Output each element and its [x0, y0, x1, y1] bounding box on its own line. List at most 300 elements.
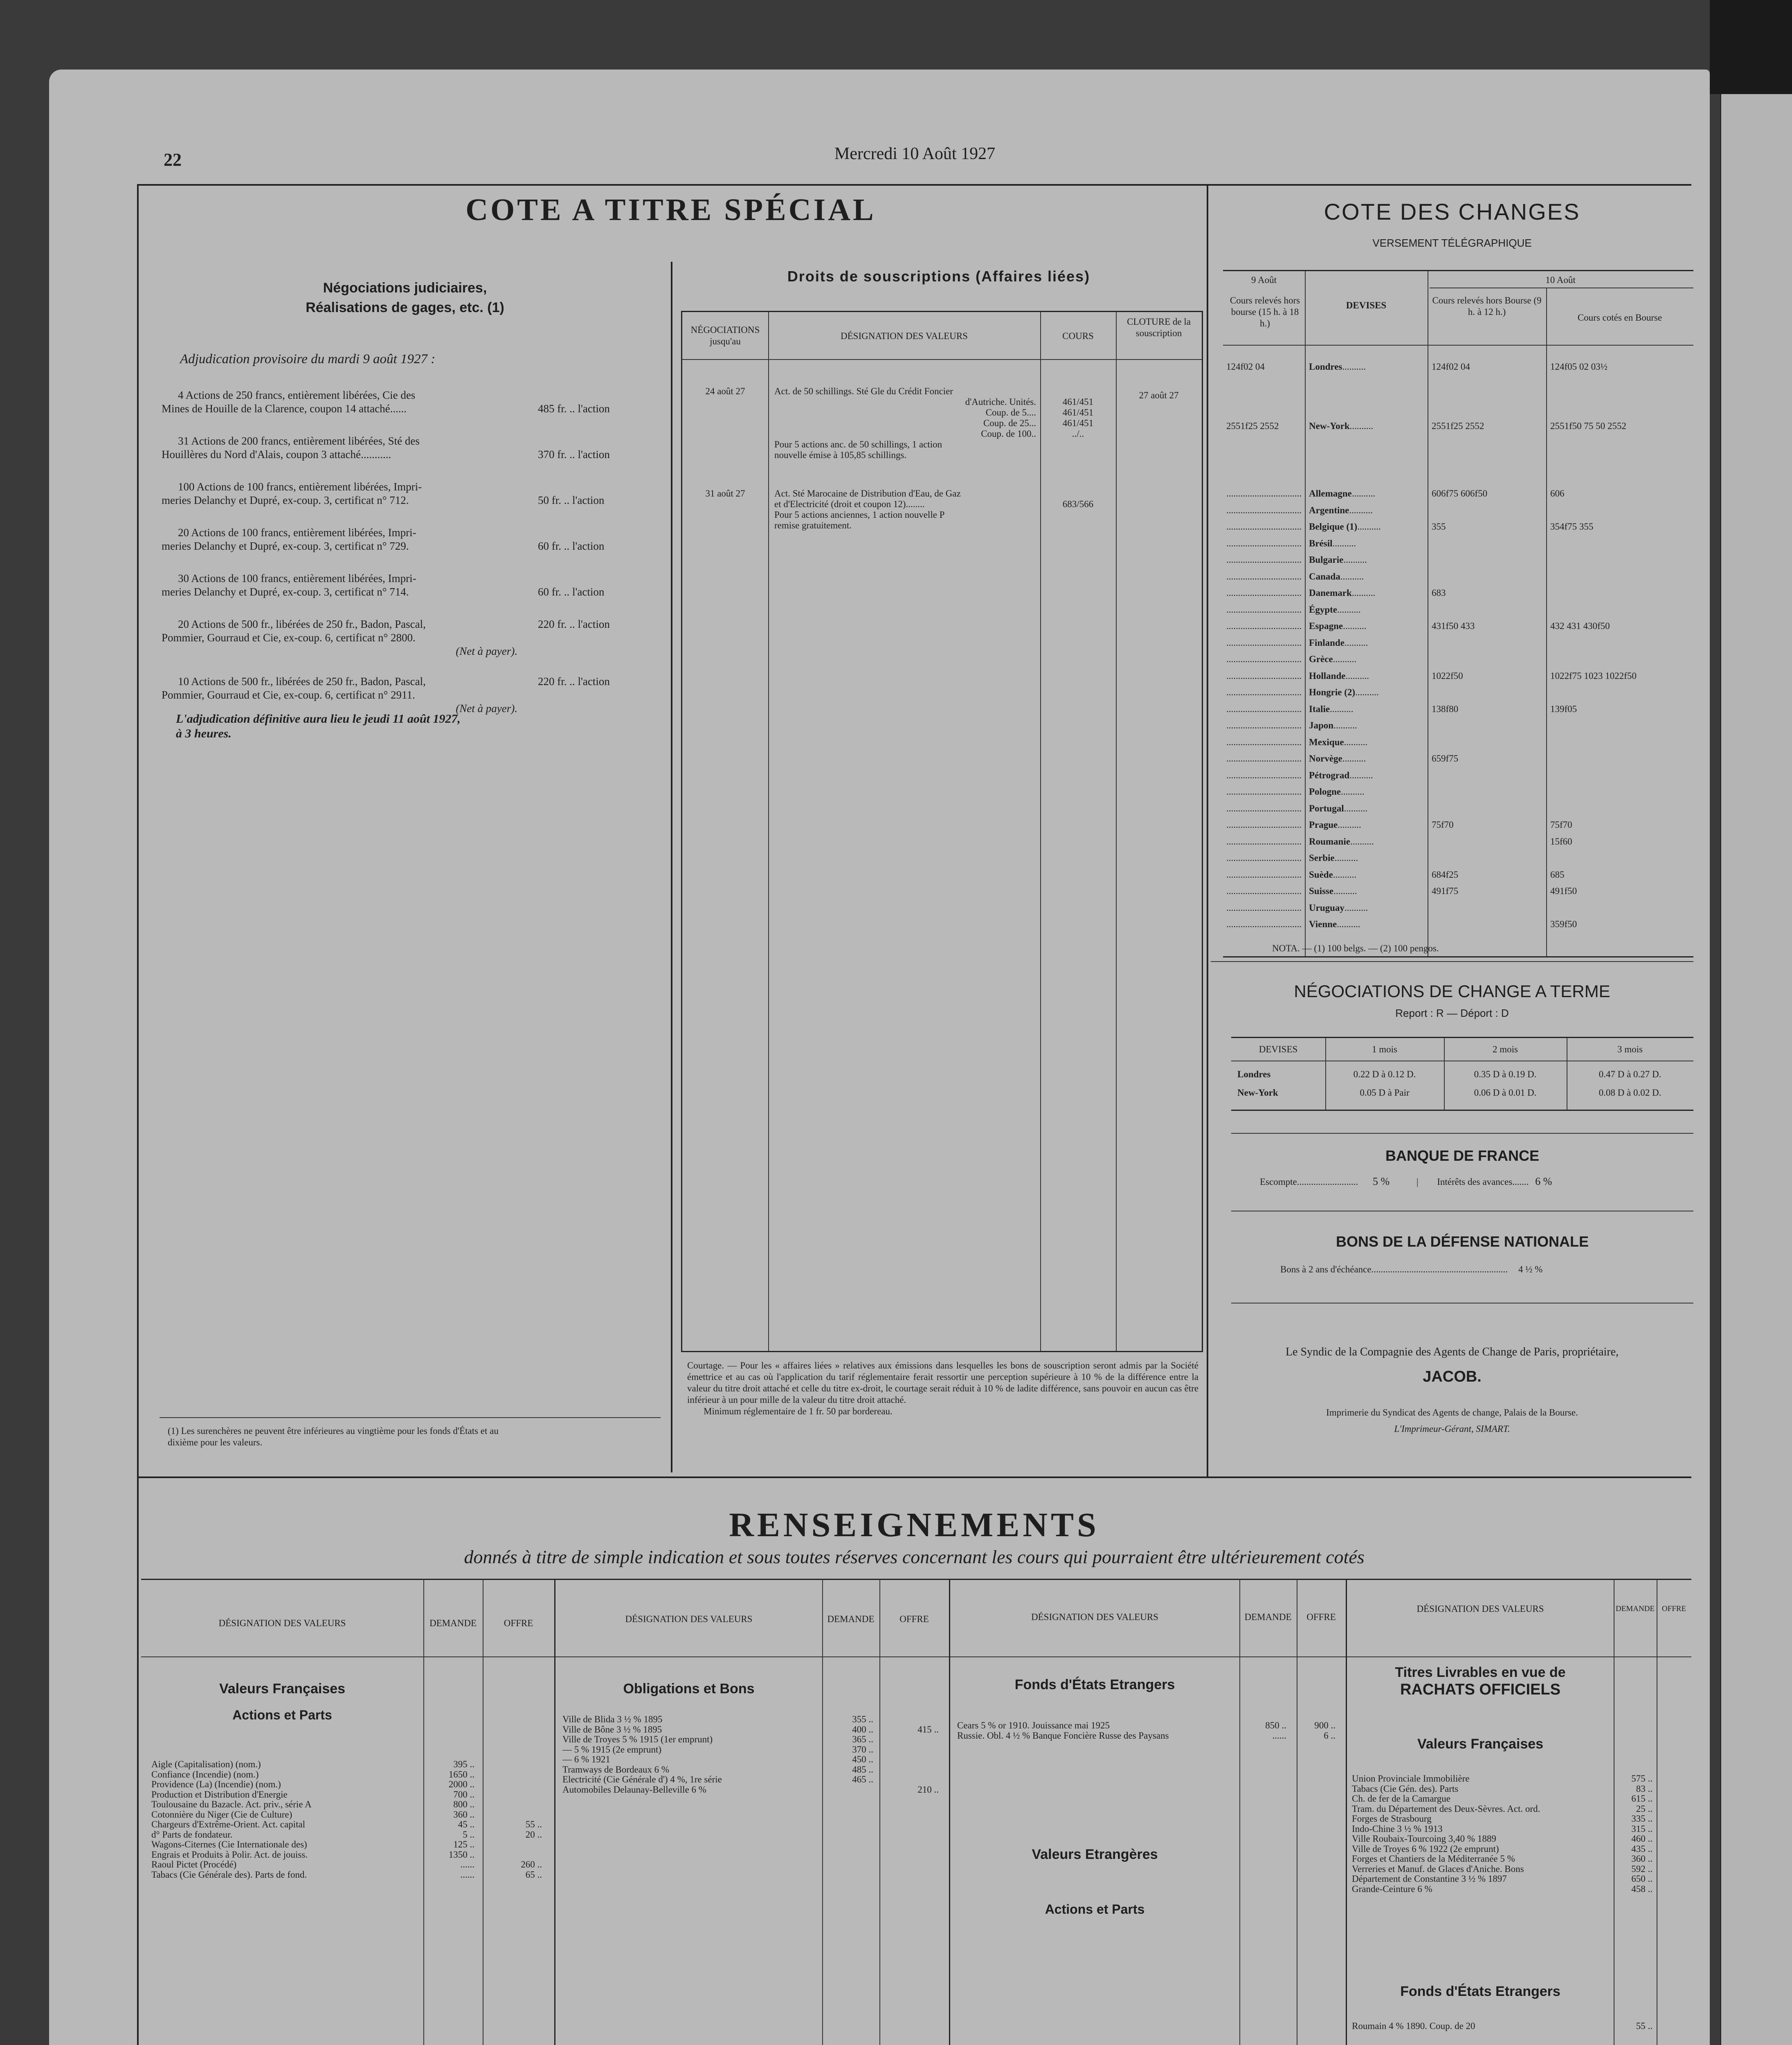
renseignement-name: Production et Distribution d'Energie [151, 1789, 288, 1800]
changes-devise-name: Grèce [1309, 654, 1333, 664]
changes-devise [1309, 737, 1426, 748]
renseignement-name: Cotonnière du Niger (Cie de Culture) [151, 1809, 292, 1820]
changes-devise [1309, 521, 1426, 533]
lot-price: 220 fr. .. l'action [538, 618, 610, 630]
changes-dots: ................................ [1226, 555, 1302, 565]
renseignement-name: Electricité (Cie Générale d') 4 %, 1re série [562, 1774, 722, 1784]
changes-devise-name: Suède [1309, 869, 1333, 880]
changes-date-left: 9 Août [1251, 275, 1277, 285]
changes-dots: ................................ [1226, 654, 1302, 664]
renseignements-title: RENSEIGNEMENTS [729, 1506, 1099, 1544]
droits-line: remise gratuitement. [774, 520, 852, 530]
terme-col-1m: 1 mois [1372, 1044, 1397, 1054]
renseignements-table [141, 1579, 1691, 2045]
renseignement-name: d° Parts de fondateur. [151, 1829, 233, 1840]
lot-price: 220 fr. .. l'action [538, 675, 610, 688]
lot-line: meries Delanchy et Dupré, ex-coup. 3, certificat n° 714. [162, 586, 409, 598]
r3-heading-2: Valeurs Etrangères [1032, 1847, 1158, 1862]
terme-title: NÉGOCIATIONS DE CHANGE A TERME [1294, 982, 1610, 1001]
renseignement-name: Raoul Pictet (Procédé) [151, 1859, 237, 1870]
changes-dots: ................................ [1226, 869, 1302, 880]
renseignement-demande: 850 .. [1265, 1720, 1286, 1730]
changes-devise-name: Hongrie (2) [1309, 687, 1356, 697]
changes-devise-name: Finlande [1309, 637, 1345, 648]
renseignement-demande: ...... [460, 1859, 474, 1870]
changes-morning: 2551f25 2552 [1432, 421, 1484, 431]
renseignement-name: Grande-Ceinture 6 % [1352, 1883, 1432, 1894]
terme-col-2m: 2 mois [1493, 1044, 1518, 1054]
changes-morning: 138f80 [1432, 703, 1459, 714]
definitive-line-1: L'adjudication définitive aura lieu le jeudi 11 août 1927, [176, 712, 461, 726]
adjacent-page [1720, 94, 1792, 2045]
changes-devise [1309, 803, 1426, 814]
renseignement-demande: 25 .. [1636, 1803, 1653, 1814]
terme-3m: 0.47 D à 0.27 D. [1599, 1069, 1662, 1079]
droits-line: nouvelle émise à 105,85 schillings. [774, 450, 907, 460]
changes-devise-dots: .......... [1330, 703, 1354, 714]
changes-dots: ................................ [1226, 571, 1302, 582]
terme-devise: New-York [1237, 1088, 1278, 1098]
changes-devise-dots: .......... [1344, 737, 1368, 747]
renseignement-demande: 650 .. [1631, 1874, 1653, 1884]
changes-dots: ................................ [1226, 753, 1302, 764]
changes-morning: 1022f50 [1432, 670, 1463, 681]
terme-col-3m: 3 mois [1617, 1044, 1643, 1054]
minimum-text: Minimum réglementaire de 1 fr. 50 par bordereau. [704, 1406, 893, 1416]
avances-label: Intérêts des avances [1437, 1177, 1513, 1187]
changes-devise-dots: .......... [1338, 820, 1361, 830]
renseignement-name: Tramways de Bordeaux 6 % [562, 1764, 670, 1775]
changes-devise [1309, 770, 1426, 781]
changes-devise [1309, 703, 1426, 715]
changes-devise-dots: .......... [1342, 753, 1366, 764]
renseignement-offre: 415 .. [917, 1724, 939, 1735]
r3-col-design: DÉSIGNATION DES VALEURS [1031, 1612, 1158, 1622]
changes-dots: ................................ [1226, 820, 1302, 830]
changes-devise-name: Norvège [1309, 753, 1342, 764]
renseignement-name: Département de Constantine 3 ½ % 1897 [1352, 1874, 1507, 1884]
changes-morning: 75f70 [1432, 820, 1454, 830]
changes-devise [1309, 637, 1426, 649]
lot-line: Pommier, Gourraud et Cie, ex-coup. 6, certificat n° 2800. [162, 631, 416, 644]
changes-devise-name: New-York [1309, 421, 1350, 431]
definitive-line-2: à 3 heures. [176, 727, 232, 740]
center-rule [1207, 184, 1208, 1476]
r4-heading-1: Valeurs Françaises [1417, 1736, 1544, 1752]
droits-line: Pour 5 actions anciennes, 1 action nouvelle P [774, 510, 945, 520]
changes-devise-dots: .......... [1340, 571, 1364, 582]
avances-value: 6 % [1535, 1175, 1552, 1187]
changes-devise [1309, 620, 1426, 632]
terme-3m: 0.08 D à 0.02 D. [1599, 1088, 1662, 1098]
droits-col-cours: COURS [1062, 331, 1094, 341]
changes-devise-dots: .......... [1342, 362, 1366, 372]
renseignement-demande: 45 .. [458, 1819, 474, 1829]
renseignement-demande: 355 .. [852, 1714, 873, 1724]
terme-devise: Londres [1237, 1069, 1271, 1079]
changes-bourse: 15f60 [1550, 836, 1572, 847]
renseignement-offre: 6 .. [1324, 1730, 1336, 1741]
droits-cours: 461/451 [1062, 407, 1094, 418]
page-number: 22 [164, 150, 182, 170]
changes-col-bourse: Cours cotés en Bourse [1577, 312, 1662, 323]
r2-col-design: DÉSIGNATION DES VALEURS [625, 1614, 753, 1624]
r1-col-design: DÉSIGNATION DES VALEURS [218, 1618, 346, 1628]
terme-2m: 0.35 D à 0.19 D. [1474, 1069, 1537, 1079]
lot-price: 60 fr. .. l'action [538, 540, 605, 552]
changes-dots: ................................ [1226, 604, 1302, 615]
r4-col-offre: OFFRE [1662, 1605, 1686, 1613]
changes-dots: ................................ [1226, 902, 1302, 913]
lot-line: Pommier, Gourraud et Cie, ex-coup. 6, certificat n° 2911. [162, 689, 415, 701]
changes-devise-name: Danemark [1309, 588, 1352, 598]
changes-devise-dots: .......... [1333, 720, 1357, 730]
changes-devise-name: Bulgarie [1309, 555, 1344, 565]
changes-bourse: 606 [1550, 488, 1565, 499]
footnote [168, 1425, 667, 1448]
changes-morning: 606f75 606f50 [1432, 488, 1488, 499]
changes-devise-name: Brésil [1309, 538, 1333, 548]
renseignement-name: Ville de Bône 3 ½ % 1895 [562, 1724, 662, 1735]
lot-line: 20 Actions de 100 francs, entièrement libérées, Impri- [178, 526, 416, 539]
changes-devise-dots: .......... [1344, 637, 1368, 648]
changes-devise-dots: .......... [1332, 538, 1356, 548]
banque-line: Escompte.......................... 5 % | Intérêts des avances....... 6 % [1260, 1175, 1552, 1187]
renseignements-subtitle: donnés à titre de simple indication et sous toutes réserves concernant les cours qui pourraient être ultérieurement cotés [464, 1546, 1365, 1567]
changes-devise [1309, 786, 1426, 798]
renseignement-name: Ville de Troyes 6 % 1922 (2e emprunt) [1352, 1843, 1499, 1854]
changes-morning: 355 [1432, 521, 1446, 532]
changes-col-prev: Cours relevés hors bourse (15 h. à 18 h.) [1230, 295, 1300, 328]
terme-subtitle: Report : R — Déport : D [1395, 1007, 1509, 1019]
changes-devise-dots: .......... [1344, 902, 1368, 913]
footnote-line-2: dixième pour les valeurs. [168, 1437, 263, 1447]
changes-prev: 124f02 04 [1226, 362, 1265, 372]
renseignement-name: Tabacs (Cie Générale des). Parts de fond. [151, 1869, 307, 1880]
droits-line: d'Autriche. Unités. [965, 397, 1036, 407]
changes-devise [1309, 604, 1426, 616]
bons-label: Bons à 2 ans d'échéance [1280, 1264, 1372, 1274]
r1-col-offre: OFFRE [504, 1618, 533, 1628]
footnote-rule [160, 1417, 661, 1418]
bons-line: Bons à 2 ans d'échéance.......................................................... 4 ½ % [1280, 1264, 1543, 1274]
changes-devise [1309, 885, 1426, 897]
renseignement-demande: 370 .. [852, 1744, 873, 1755]
r4-heading-2: Fonds d'États Etrangers [1400, 1984, 1560, 1999]
renseignement-name: Ville de Blida 3 ½ % 1895 [562, 1714, 663, 1724]
changes-bourse: 432 431 430f50 [1550, 621, 1610, 631]
r2-col-offre: OFFRE [899, 1614, 929, 1624]
changes-title: COTE DES CHANGES [1324, 199, 1581, 225]
droits-left-rule [671, 262, 672, 1472]
changes-prev: 2551f25 2552 [1226, 421, 1279, 431]
lot-price: 60 fr. .. l'action [538, 586, 605, 598]
changes-bourse: 75f70 [1550, 820, 1572, 830]
negociations-title-2: Réalisations de gages, etc. (1) [306, 300, 504, 315]
renseignement-offre: 210 .. [917, 1784, 939, 1795]
renseignement-demande: 458 .. [1631, 1883, 1653, 1894]
droits-cours: 461/451 [1062, 418, 1094, 428]
changes-dots: ................................ [1226, 621, 1302, 631]
syndic-line-2: Imprimerie du Syndicat des Agents de change, Palais de la Bourse. [1326, 1407, 1578, 1418]
lot-line: 20 Actions de 500 fr., libérées de 250 fr., Badon, Pascal, [178, 618, 426, 630]
droits-cours: 461/451 [1062, 397, 1094, 407]
changes-devise-dots: .......... [1337, 919, 1360, 929]
changes-morning: 491f75 [1432, 886, 1459, 896]
changes-devise-dots: .......... [1344, 803, 1368, 814]
lot-line: Mines de Houille de la Clarence, coupon 14 attaché...... [162, 402, 407, 415]
changes-devise-dots: .......... [1351, 588, 1376, 598]
changes-subtitle: VERSEMENT TÉLÉGRAPHIQUE [1372, 237, 1532, 249]
changes-devise-name: Japon [1309, 720, 1334, 730]
changes-devise-dots: .......... [1351, 488, 1376, 499]
changes-devise-dots: .......... [1355, 687, 1379, 697]
changes-devise-dots: .......... [1337, 604, 1361, 615]
renseignement-offre: 900 .. [1314, 1720, 1336, 1730]
renseignement-demande: 1350 .. [448, 1849, 474, 1860]
r1-heading-2: Actions et Parts [232, 1708, 332, 1722]
changes-col-devises: DEVISES [1346, 300, 1387, 310]
r2-heading-1: Obligations et Bons [623, 1681, 755, 1697]
changes-devise-dots: .......... [1357, 521, 1381, 532]
renseignement-demande: 800 .. [453, 1799, 474, 1809]
syndic-line-1: Le Syndic de la Compagnie des Agents de Change de Paris, propriétaire, [1285, 1346, 1619, 1358]
courtage-note [687, 1360, 1198, 1417]
r3-col-demande: DEMANDE [1244, 1612, 1292, 1622]
terme-table [1231, 1037, 1693, 1111]
changes-devise-dots: .......... [1340, 787, 1365, 797]
r4-heading-0b: RACHATS OFFICIELS [1400, 1681, 1560, 1698]
changes-devise-dots: .......... [1349, 770, 1373, 780]
changes-devise [1309, 670, 1426, 682]
renseignement-demande: 315 .. [1631, 1823, 1653, 1834]
renseignement-offre: 55 .. [525, 1819, 542, 1829]
courtage-text: Courtage. — Pour les « affaires liées » relatives aux émissions dans lesquelles les bons de souscription seront admis par la Société émettrice et au cas où l'application du tarif réglementaire ferait ressortir une perception supérieure à 10 % de la différence entre la valeur du titre droit attaché et celle du titre ex-droit, le courtage serait réduit à 10 % de ladite différence, sans pouvoir en aucun cas être inférieur à un pour mille de la valeur du titre droit attaché. [687, 1360, 1198, 1405]
lot-line: 100 Actions de 100 francs, entièrement libérées, Impri- [178, 481, 422, 493]
changes-devise [1309, 571, 1426, 582]
renseignement-demande: 2000 .. [448, 1779, 474, 1789]
top-rule [137, 184, 1691, 186]
droits-line: Act. Sté Marocaine de Distribution d'Eau, de Gaz [774, 488, 961, 499]
renseignement-name: Forges et Chantiers de la Méditerranée 5 % [1352, 1854, 1515, 1864]
changes-devise [1309, 902, 1426, 914]
changes-devise [1309, 753, 1426, 764]
changes-dots: ................................ [1226, 687, 1302, 697]
changes-devise [1309, 869, 1426, 881]
changes-devise [1309, 852, 1426, 864]
changes-devise-name: Vienne [1309, 919, 1337, 929]
r4-heading-0a: Titres Livrables en vue de [1395, 1665, 1566, 1680]
terme-2m: 0.06 D à 0.01 D. [1474, 1088, 1537, 1098]
terme-1m: 0.05 D à Pair [1360, 1088, 1410, 1098]
renseignement-name: — 6 % 1921 [562, 1754, 610, 1764]
renseignement-name: Chargeurs d'Extrême-Orient. Act. capital [151, 1819, 306, 1829]
droits-line: et d'Electricité (droit et coupon 12)........ [774, 499, 925, 509]
changes-morning: 124f02 04 [1432, 362, 1470, 372]
changes-devise-name: Londres [1309, 362, 1342, 372]
syndic-line-3: L'Imprimeur-Gérant, SIMART. [1394, 1424, 1510, 1434]
changes-bourse: 359f50 [1550, 919, 1577, 929]
changes-bourse: 139f05 [1550, 703, 1577, 714]
changes-dots: ................................ [1226, 737, 1302, 747]
changes-bourse: 491f50 [1550, 886, 1577, 896]
changes-bourse: 124f05 02 03½ [1550, 362, 1608, 372]
r3-heading-1: Fonds d'États Etrangers [1014, 1677, 1175, 1692]
renseignement-demande: ...... [1272, 1730, 1286, 1741]
changes-dots: ................................ [1226, 521, 1302, 532]
r1-heading-1: Valeurs Françaises [219, 1681, 346, 1697]
changes-devise-name: Prague [1309, 820, 1338, 830]
renseignement-demande: 125 .. [453, 1839, 474, 1849]
changes-nota: NOTA. — (1) 100 belgs. — (2) 100 pengos. [1272, 943, 1439, 953]
changes-devise [1309, 488, 1426, 499]
changes-col-morning: Cours relevés hors Bourse (9 h. à 12 h.) [1432, 295, 1542, 317]
changes-dots: ................................ [1226, 803, 1302, 814]
r4-col-design: DÉSIGNATION DES VALEURS [1417, 1604, 1544, 1614]
bons-value: 4 ½ % [1518, 1264, 1543, 1274]
renseignement-demande: 1650 .. [448, 1769, 474, 1780]
changes-bourse: 2551f50 75 50 2552 [1550, 421, 1626, 431]
changes-devise-name: Hollande [1309, 670, 1346, 681]
changes-devise-dots: .......... [1343, 555, 1367, 565]
renseignement-name: Union Provinciale Immobilière [1352, 1773, 1470, 1784]
adjudication-heading: Adjudication provisoire du mardi 9 août 1927 : [180, 352, 436, 366]
renseignement-name: Providence (La) (Incendie) (nom.) [151, 1779, 281, 1789]
lot-price: 370 fr. .. l'action [538, 448, 610, 461]
renseignement-demande: 5 .. [463, 1829, 474, 1840]
renseignement-name: Forges de Strasbourg [1352, 1814, 1432, 1824]
renseignement-name: Tabacs (Cie Gén. des). Parts [1352, 1783, 1459, 1794]
droits-line: Act. de 50 schillings. Sté Gle du Crédit Foncier [774, 386, 953, 396]
changes-devise-dots: .......... [1333, 654, 1357, 664]
renseignement-name: Ch. de fer de la Camargue [1352, 1793, 1450, 1804]
changes-devise-name: Belgique (1) [1309, 521, 1358, 532]
terme-1m: 0.22 D à 0.12 D. [1353, 1069, 1416, 1079]
changes-devise [1309, 919, 1426, 930]
droits-date: 24 août 27 [705, 386, 745, 396]
changes-morning: 683 [1432, 588, 1446, 598]
changes-devise-dots: .......... [1349, 505, 1373, 515]
renseignement-demande: 360 .. [1631, 1854, 1653, 1864]
changes-devise-dots: .......... [1349, 421, 1374, 431]
renseignement-name: Indo-Chine 3 ½ % 1913 [1352, 1823, 1443, 1834]
droits-line: Coup. de 5.... [985, 407, 1036, 418]
droits-col-nego: NÉGOCIATIONS jusqu'au [690, 325, 760, 346]
renseignement-name: Wagons-Citernes (Cie Internationale des) [151, 1839, 307, 1849]
lot-line: Houillères du Nord d'Alais, coupon 3 attaché........... [162, 448, 391, 461]
terme-col-devises: DEVISES [1259, 1044, 1298, 1054]
syndic-name: JACOB. [1423, 1368, 1482, 1385]
renseignement-demande: 365 .. [852, 1734, 873, 1744]
changes-devise-name: Argentine [1309, 505, 1349, 515]
renseignement-name: Automobiles Delaunay-Belleville 6 % [562, 1784, 706, 1795]
changes-bourse: 1022f75 1023 1022f50 [1550, 670, 1637, 681]
renseignement-demande: 83 .. [1636, 1783, 1653, 1794]
changes-devise-name: Roumanie [1309, 836, 1350, 847]
changes-date-right: 10 Août [1545, 275, 1576, 285]
dark-margin [1710, 0, 1792, 94]
changes-dots: ................................ [1226, 886, 1302, 896]
negociations-heading [147, 278, 663, 317]
changes-dots: ................................ [1226, 588, 1302, 598]
renseignement-demande: 575 .. [1631, 1773, 1653, 1784]
r3-col-offre: OFFRE [1306, 1612, 1336, 1622]
renseignement-name: Roumain 4 % 1890. Coup. de 20 [1352, 2021, 1475, 2031]
r2-col-demande: DEMANDE [827, 1614, 875, 1624]
changes-devise-name: Pologne [1309, 787, 1341, 797]
middle-rule [137, 1476, 1691, 1478]
changes-devise-name: Uruguay [1309, 902, 1345, 913]
changes-devise-name: Mexique [1309, 737, 1344, 747]
changes-devise-name: Portugal [1309, 803, 1344, 814]
page-date: Mercredi 10 Août 1927 [834, 144, 996, 163]
renseignement-demande: 395 .. [453, 1759, 474, 1769]
renseignement-offre: 260 .. [521, 1859, 542, 1870]
lot-line: 30 Actions de 100 francs, entièrement libérées, Impri- [178, 572, 416, 584]
droits-title: Droits de souscriptions (Affaires liées) [787, 268, 1090, 285]
changes-dots: ................................ [1226, 488, 1302, 499]
renseignement-demande: 700 .. [453, 1789, 474, 1800]
changes-devise-dots: .......... [1334, 853, 1358, 863]
changes-dots: ................................ [1226, 787, 1302, 797]
renseignement-demande: 485 .. [852, 1764, 873, 1775]
changes-morning: 659f75 [1432, 753, 1459, 764]
changes-devise-name: Italie [1309, 703, 1330, 714]
changes-devise-name: Suisse [1309, 886, 1334, 896]
changes-devise-name: Égypte [1309, 604, 1337, 615]
droits-cours: ../.. [1072, 429, 1084, 439]
lot-price: 485 fr. .. l'action [538, 402, 610, 415]
droits-col-design: DÉSIGNATION DES VALEURS [841, 331, 968, 341]
banque-title: BANQUE DE FRANCE [1385, 1147, 1539, 1164]
lot-line: 10 Actions de 500 fr., libérées de 250 fr., Badon, Pascal, [178, 675, 426, 688]
changes-dots: ................................ [1226, 703, 1302, 714]
renseignement-name: Aigle (Capitalisation) (nom.) [151, 1759, 261, 1769]
renseignement-demande: 335 .. [1631, 1814, 1653, 1824]
escompte-label: Escompte [1260, 1177, 1297, 1187]
changes-devise-name: Pétrograd [1309, 770, 1350, 780]
renseignement-demande: 400 .. [852, 1724, 873, 1735]
changes-bourse: 685 [1550, 869, 1565, 880]
renseignement-name: Cears 5 % or 1910. Jouissance mai 1925 [957, 1720, 1110, 1730]
droits-line: Pour 5 actions anc. de 50 schillings, 1 action [774, 439, 942, 449]
bons-title: BONS DE LA DÉFENSE NATIONALE [1336, 1233, 1589, 1250]
changes-dots: ................................ [1226, 919, 1302, 929]
renseignement-demande: ...... [460, 1869, 474, 1880]
changes-devise-name: Allemagne [1309, 488, 1352, 499]
renseignement-name: Russie. Obl. 4 ½ % Banque Foncière Russe des Paysans [957, 1730, 1169, 1741]
changes-devise-name: Canada [1309, 571, 1340, 582]
droits-line: Coup. de 100.. [981, 429, 1036, 439]
changes-devise-dots: .......... [1343, 621, 1367, 631]
changes-bourse: 354f75 355 [1550, 521, 1594, 532]
changes-dots: ................................ [1226, 720, 1302, 730]
changes-dots: ................................ [1226, 505, 1302, 515]
droits-col-cloture: CLOTURE de la souscription [1127, 317, 1191, 338]
renseignement-offre: 20 .. [525, 1829, 542, 1840]
changes-devise [1309, 420, 1426, 432]
droits-cours: 683/566 [1062, 499, 1094, 509]
changes-dots: ................................ [1226, 637, 1302, 648]
renseignement-name: Ville Roubaix-Tourcoing 3,40 % 1889 [1352, 1834, 1496, 1844]
changes-devise-dots: .......... [1350, 836, 1374, 847]
escompte-value: 5 % [1372, 1175, 1390, 1187]
changes-dots: ................................ [1226, 853, 1302, 863]
renseignement-demande: 435 .. [1631, 1843, 1653, 1854]
renseignement-demande: 615 .. [1631, 1793, 1653, 1804]
changes-devise [1309, 687, 1426, 698]
renseignement-demande: 592 .. [1631, 1863, 1653, 1874]
